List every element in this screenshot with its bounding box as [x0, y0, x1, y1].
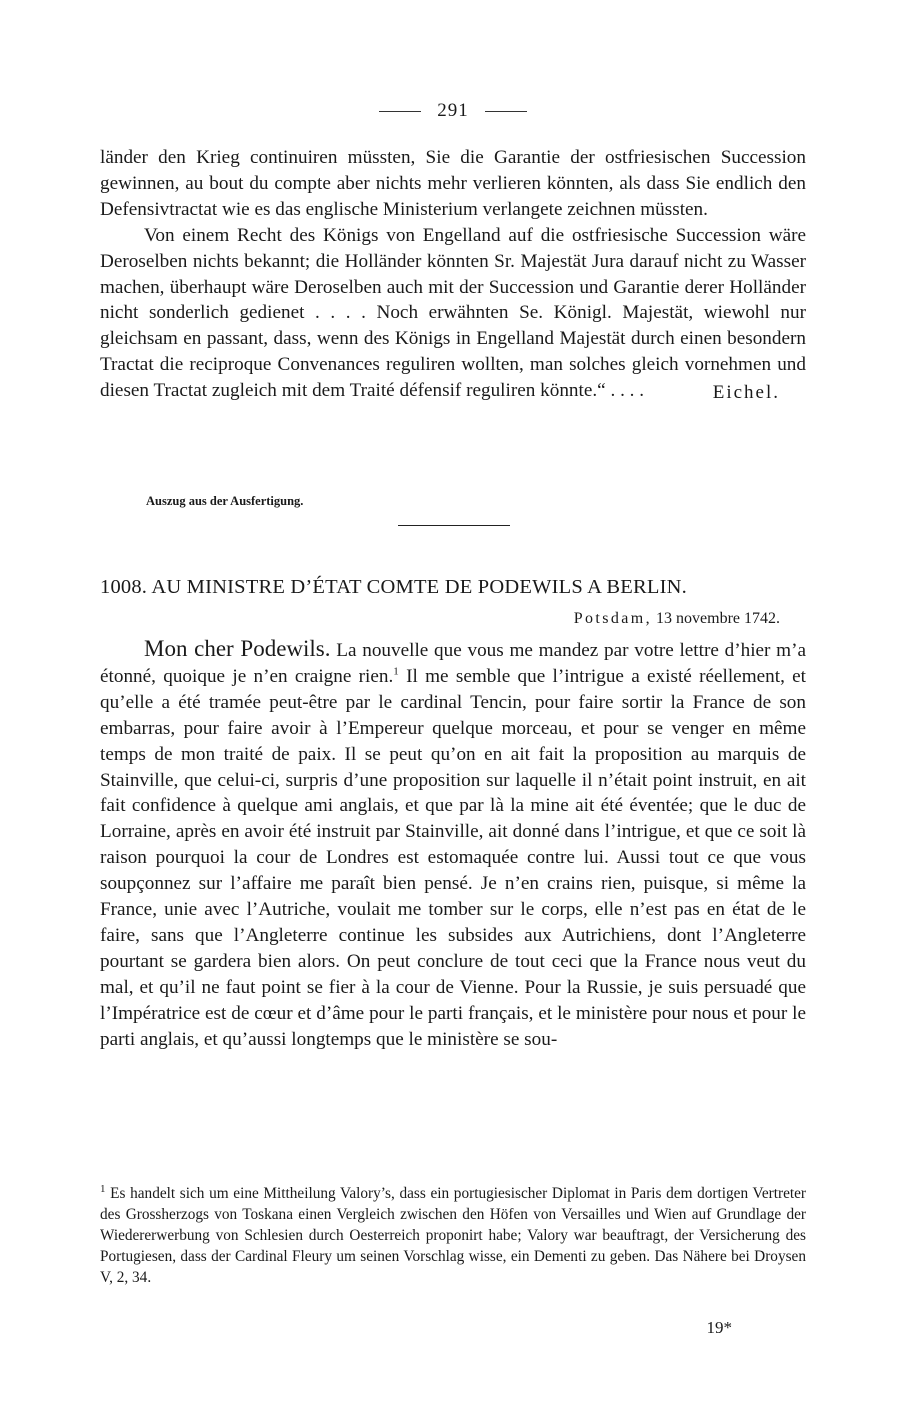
dateline-date: 13 novembre 1742. — [656, 610, 780, 627]
document-title: AU MINISTRE D’ÉTAT COMTE DE PODEWILS A BERLIN. — [151, 576, 687, 598]
salutation: Mon cher Podewils. — [144, 636, 331, 661]
signature: Eichel. — [712, 382, 780, 404]
paragraph-continuation: länder den Krieg continuiren müssten, Sie die Garantie der ostfriesischen Succession gewinnen, au bout du compte aber nichts mehr verlieren könnten, als dass Sie endlich den Defensivtractat wie es das englische Ministerium verlangete zeichnen müssten. — [100, 147, 806, 220]
header-dash-left — [379, 111, 421, 112]
letter-text-after-note: Il me semble que l’intrigue a existé réellement, et qu’elle a été tramée peut-être par le cardinal Tencin, pour faire sortir la France de son embarras, pour faire avoir à l’Empereur quelque morceau, et pour se venger en même temps de mon traité de paix. Il se peut qu’on en ait fait la proposition au marquis de Stainville, que celui-ci, surpris d’une proposition sur laquelle il n’était point instruit, en ait fait confidence à quelque ami anglais, et que par là la mine ait été éventée; que le duc de Lorraine, après en avoir été instruit par Stainville, ait donné dans l’intrigue, et que ce soit là raison pourquoi la cour de Londres est estomaquée contre lui. Aussi tout ce que vous soupçonnez sur l’affaire me paraît bien pensé. Je n’en crains rien, puisque, si même la France, unie avec l’Autriche, voulait me tomber sur le corps, elle n’est pas en état de le faire, sans que l’Angleterre continue les subsides aux Autrichiens, dont l’Angleterre pourtant se gardera bien alors. On peut conclure de tout ceci que la France nous veut du mal, et qu’il ne faut point se fier à la cour de Vienne. Pour la Russie, je suis persuadé que l’Impératrice est de cœur et d’âme pour le parti français, et le ministère pour nous et pour le parti anglais, et qu’aussi longtemps que le ministère se sou- — [100, 665, 807, 1050]
document-heading — [100, 576, 806, 599]
document-number: 1008. — [100, 576, 148, 598]
dateline-place: Potsdam, — [573, 610, 653, 627]
paragraph-report — [100, 223, 806, 404]
footnote-marker: 1 — [100, 1182, 106, 1195]
footnote-reference: 1 — [393, 665, 399, 678]
header-dash-right — [485, 111, 527, 112]
top-text-block — [100, 145, 806, 404]
signature-mark: 19* — [706, 1318, 732, 1337]
footnote — [100, 1183, 806, 1288]
separator-rule — [398, 525, 510, 526]
letter-body — [100, 636, 806, 1053]
source-note: Auszug aus der Ausfertigung. — [146, 494, 304, 508]
paragraph-report-text: Von einem Recht des Königs von Engelland auf die ostfriesische Succession wäre Deroselben nichts bekannt; die Holländer könnten Sr. Majestät Jura darauf nicht zu Wasser machen, überhaupt wäre Deroselben auch mit der Succession und Garantie derer Holländer nicht sonderlich gedienet . . . . Noch erwähnten Se. Königl. Majestät, wiewohl nur gleichsam en passant, dass, wenn des Königs in Engelland Majestät durch einen besondern Tractat die reciproque Convenances reguliren wollten, man solches gleich vornehmen und diesen Tractat zugleich mit dem Traité défensif reguliren könnte.“ . . . . — [100, 224, 806, 402]
document-page — [100, 0, 806, 1404]
page-number: 291 — [437, 100, 469, 121]
dateline — [574, 610, 780, 628]
footnote-text: Es handelt sich um eine Mittheilung Valory’s, dass ein portugiesischer Diplomat in Paris dem dortigen Vertreter des Grossherzogs von Toskana einen Vergleich zwischen den Höfen von Versailles und Wien auf Grundlage der Wiedererwerbung von Schlesien durch Oesterreich proponirt habe; Valory war beauftragt, der Versicherung des Portugiesen, dass der Cardinal Fleury um seinen Vorschlag wisse, ein Dementi zu geben. Das Nähere bei Droysen V, 2, 34. — [100, 1185, 806, 1287]
page-header — [100, 100, 806, 122]
letter-paragraph — [100, 636, 806, 1053]
letter-text-before-note: La nouvelle que vous me mandez par votre lettre d’hier m’a étonné, quoique je n’en craigne rien. — [100, 640, 807, 687]
